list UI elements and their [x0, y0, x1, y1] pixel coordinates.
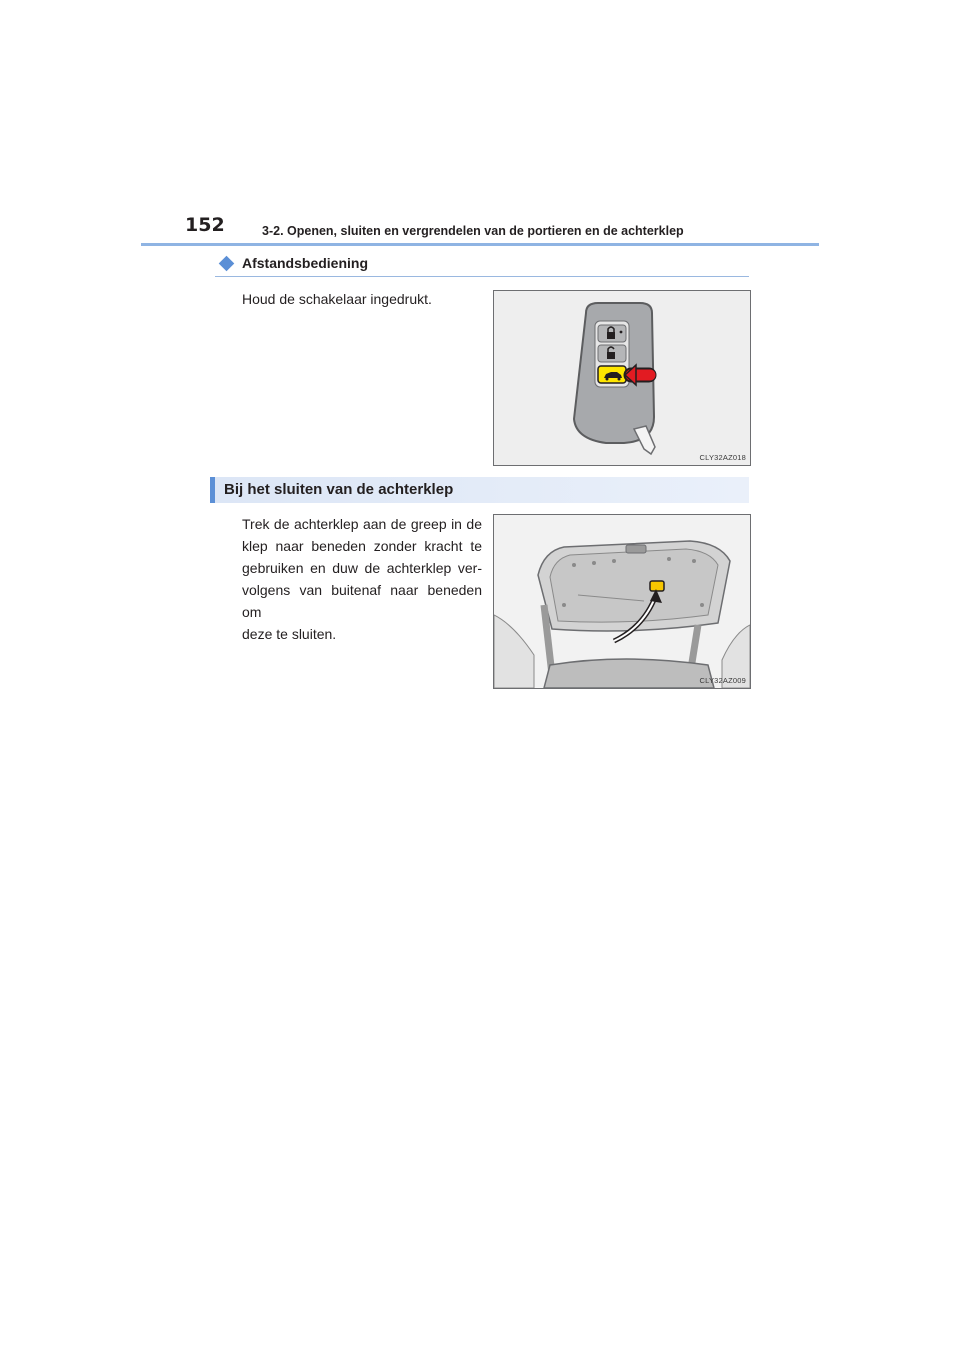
section-header-stripe	[210, 477, 215, 503]
section-title: Bij het sluiten van de achterklep	[224, 481, 454, 498]
figure-code: CLY32AZ018	[699, 453, 746, 462]
diamond-bullet-icon	[219, 255, 235, 271]
section-header	[210, 477, 749, 503]
body-line: Trek de achterklep aan de greep in de	[242, 516, 482, 532]
trunk-lid-illustration	[494, 515, 750, 688]
remote-key-figure	[493, 290, 751, 466]
section-body	[242, 513, 482, 645]
subsection-rule	[215, 276, 749, 277]
body-line: volgens van buitenaf naar beneden om	[242, 582, 482, 620]
body-line: klep naar beneden zonder kracht te	[242, 538, 482, 554]
page-number: 152	[185, 214, 225, 236]
subsection-instruction: Houd de schakelaar ingedrukt.	[242, 291, 432, 307]
body-line: gebruiken en duw de achterklep ver-	[242, 560, 482, 576]
remote-key-illustration	[494, 291, 750, 465]
trunk-lid-figure	[493, 514, 751, 689]
figure-code: CLY32AZ009	[699, 676, 746, 685]
header-rule	[141, 243, 819, 246]
body-line: deze te sluiten.	[242, 626, 337, 642]
subsection-heading	[220, 255, 368, 271]
subsection-heading-text: Afstandsbediening	[242, 255, 369, 271]
chapter-title: 3-2. Openen, sluiten en vergrendelen van de portieren en de achterklep	[262, 224, 684, 238]
